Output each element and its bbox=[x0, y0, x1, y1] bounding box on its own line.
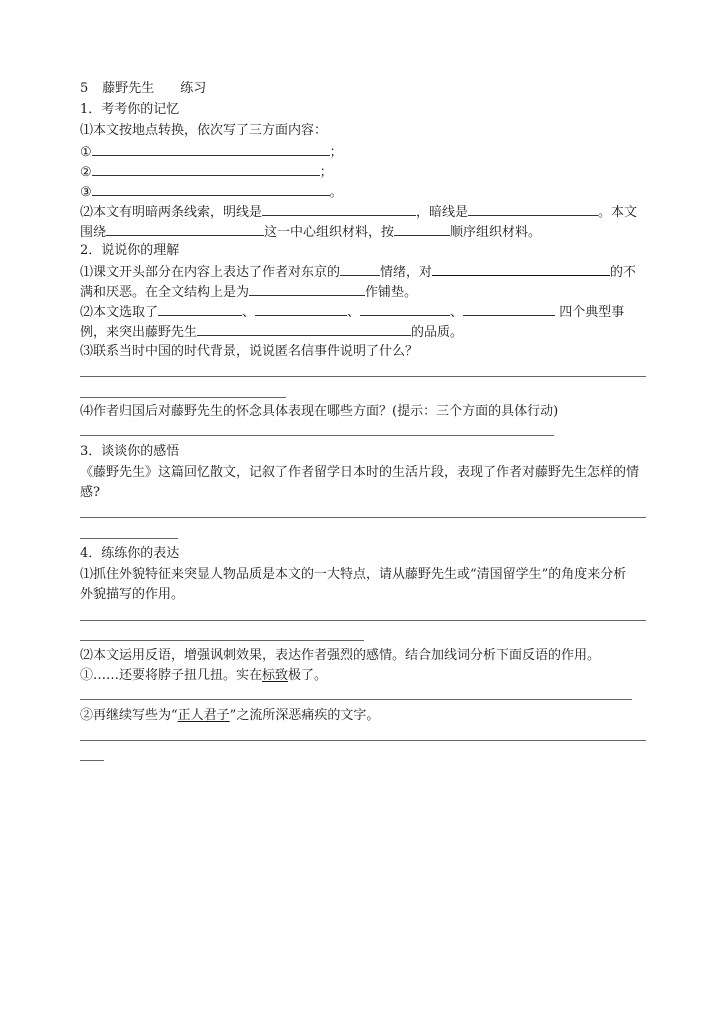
answer-line[interactable] bbox=[80, 435, 554, 436]
s2-q2-text-d: 的品质。 bbox=[411, 325, 464, 340]
lesson-title: 藤野先生 bbox=[102, 81, 155, 96]
separator: 、 bbox=[450, 305, 464, 320]
answer-line[interactable] bbox=[80, 517, 646, 518]
s1-q2-text-a: ⑵本文有明暗两条线索，明线是 bbox=[80, 205, 263, 220]
s1-question-2-line-2 bbox=[80, 222, 541, 242]
answer-blank[interactable] bbox=[249, 282, 365, 296]
answer-line[interactable] bbox=[80, 740, 646, 741]
answer-blank[interactable] bbox=[262, 202, 416, 216]
exercise-label: 练习 bbox=[180, 81, 207, 96]
section-2-heading: 2．说说你的理解 bbox=[80, 243, 180, 258]
semicolon: ； bbox=[329, 145, 343, 160]
s4-e1-text-b: 极了。 bbox=[288, 668, 328, 683]
answer-line[interactable] bbox=[80, 376, 646, 377]
answer-line[interactable] bbox=[80, 760, 104, 761]
s1-q2-text-b: ，暗线是 bbox=[416, 205, 469, 220]
underlined-word: 正人君子 bbox=[177, 708, 230, 723]
answer-line[interactable] bbox=[80, 397, 286, 398]
separator: 、 bbox=[347, 305, 361, 320]
s1-q2-text-e: 这一中心组织材料，按 bbox=[264, 225, 395, 240]
s2-q2-text-a: ⑵本文选取了 bbox=[80, 305, 159, 320]
section-3-heading: 3．谈谈你的感悟 bbox=[80, 444, 180, 459]
s2-question-1-line-2 bbox=[80, 282, 417, 302]
circle-num-3: ③ bbox=[80, 185, 92, 200]
answer-line[interactable] bbox=[80, 620, 646, 621]
answer-blank[interactable] bbox=[394, 222, 450, 236]
answer-blank[interactable] bbox=[92, 142, 330, 156]
s2-q1-text-a: ⑴课文开头部分在内容上表达了作者对东京的 bbox=[80, 265, 341, 280]
answer-blank[interactable] bbox=[197, 322, 411, 336]
s3-question-line-1: 《藤野先生》这篇回忆散文，记叙了作者留学日本时的生活片段，表现了作者对藤野先生怎样的情 bbox=[80, 465, 640, 480]
s2-q1-text-e: 作铺垫。 bbox=[365, 285, 418, 300]
s1-q2-text-c: 。本文 bbox=[598, 205, 638, 220]
s2-q1-text-b: 情绪，对 bbox=[380, 265, 433, 280]
answer-blank[interactable] bbox=[360, 302, 450, 316]
s4-e2-text-a: ②再继续写些为“ bbox=[80, 708, 178, 723]
circle-num-1: ① bbox=[80, 145, 92, 160]
answer-blank[interactable] bbox=[92, 162, 320, 176]
s2-q1-text-c: 的不 bbox=[610, 265, 637, 280]
s4-e2-text-b: ”之流所深恶痛疾的文字。 bbox=[229, 708, 380, 723]
answer-line[interactable] bbox=[80, 640, 364, 641]
circle-num-2: ② bbox=[80, 165, 92, 180]
s2-question-1-line-1 bbox=[80, 262, 636, 282]
s4-question-1-line-1: ⑴抓住外貌特征来突显人物品质是本文的一大特点，请从藤野先生或“清国留学生”的角度来分析 bbox=[80, 567, 627, 582]
s2-question-4: ⑷作者归国后对藤野先生的怀念具体表现在哪些方面？(提示：三个方面的具体行动) bbox=[80, 404, 559, 419]
answer-line[interactable] bbox=[80, 699, 632, 700]
s1-blank-row-1 bbox=[80, 142, 343, 162]
s3-question-line-2: 感? bbox=[80, 485, 100, 500]
s2-q2-text-b: 四个典型事 bbox=[555, 305, 625, 320]
answer-line[interactable] bbox=[80, 538, 178, 539]
s1-q2-text-f: 顺序组织材料。 bbox=[450, 225, 542, 240]
s4-example-2 bbox=[80, 707, 379, 725]
section-4-heading: 4．练练你的表达 bbox=[80, 546, 180, 561]
s1-question-2-line-1 bbox=[80, 202, 637, 222]
separator: 、 bbox=[242, 305, 256, 320]
s2-question-3: ⑶联系当时中国的时代背景，说说匿名信事件说明了什么？ bbox=[80, 344, 419, 359]
s2-question-2-line-2 bbox=[80, 322, 463, 342]
answer-blank[interactable] bbox=[432, 262, 610, 276]
s4-question-1-line-2: 外貌描写的作用。 bbox=[80, 587, 185, 602]
answer-blank[interactable] bbox=[463, 302, 555, 316]
lesson-number: 5 bbox=[80, 81, 89, 96]
answer-blank[interactable] bbox=[255, 302, 347, 316]
period: 。 bbox=[329, 185, 343, 200]
s1-blank-row-3 bbox=[80, 182, 343, 202]
semicolon: ； bbox=[319, 165, 333, 180]
answer-blank[interactable] bbox=[158, 302, 242, 316]
s4-example-1 bbox=[80, 667, 327, 685]
s1-question-1: ⑴本文按地点转换，依次写了三方面内容： bbox=[80, 123, 328, 138]
section-1-heading: 1．考考你的记忆 bbox=[80, 102, 180, 117]
worksheet-title bbox=[80, 80, 206, 98]
s2-question-2-line-1 bbox=[80, 302, 624, 322]
answer-blank[interactable] bbox=[340, 262, 380, 276]
s1-q2-text-d: 围绕 bbox=[80, 225, 107, 240]
answer-blank[interactable] bbox=[106, 222, 264, 236]
s2-q1-text-d: 满和厌恶。在全文结构上是为 bbox=[80, 285, 250, 300]
answer-blank[interactable] bbox=[92, 182, 330, 196]
s4-question-2: ⑵本文运用反语，增强讽刺效果，表达作者强烈的感情。结合加线词分析下面反语的作用。 bbox=[80, 648, 601, 663]
s4-e1-text-a: ①……还要将脖子扭几扭。实在 bbox=[80, 668, 263, 683]
s1-blank-row-2 bbox=[80, 162, 333, 182]
answer-blank[interactable] bbox=[468, 202, 598, 216]
underlined-word: 标致 bbox=[262, 668, 289, 683]
s2-q2-text-c: 例，来突出藤野先生 bbox=[80, 325, 198, 340]
